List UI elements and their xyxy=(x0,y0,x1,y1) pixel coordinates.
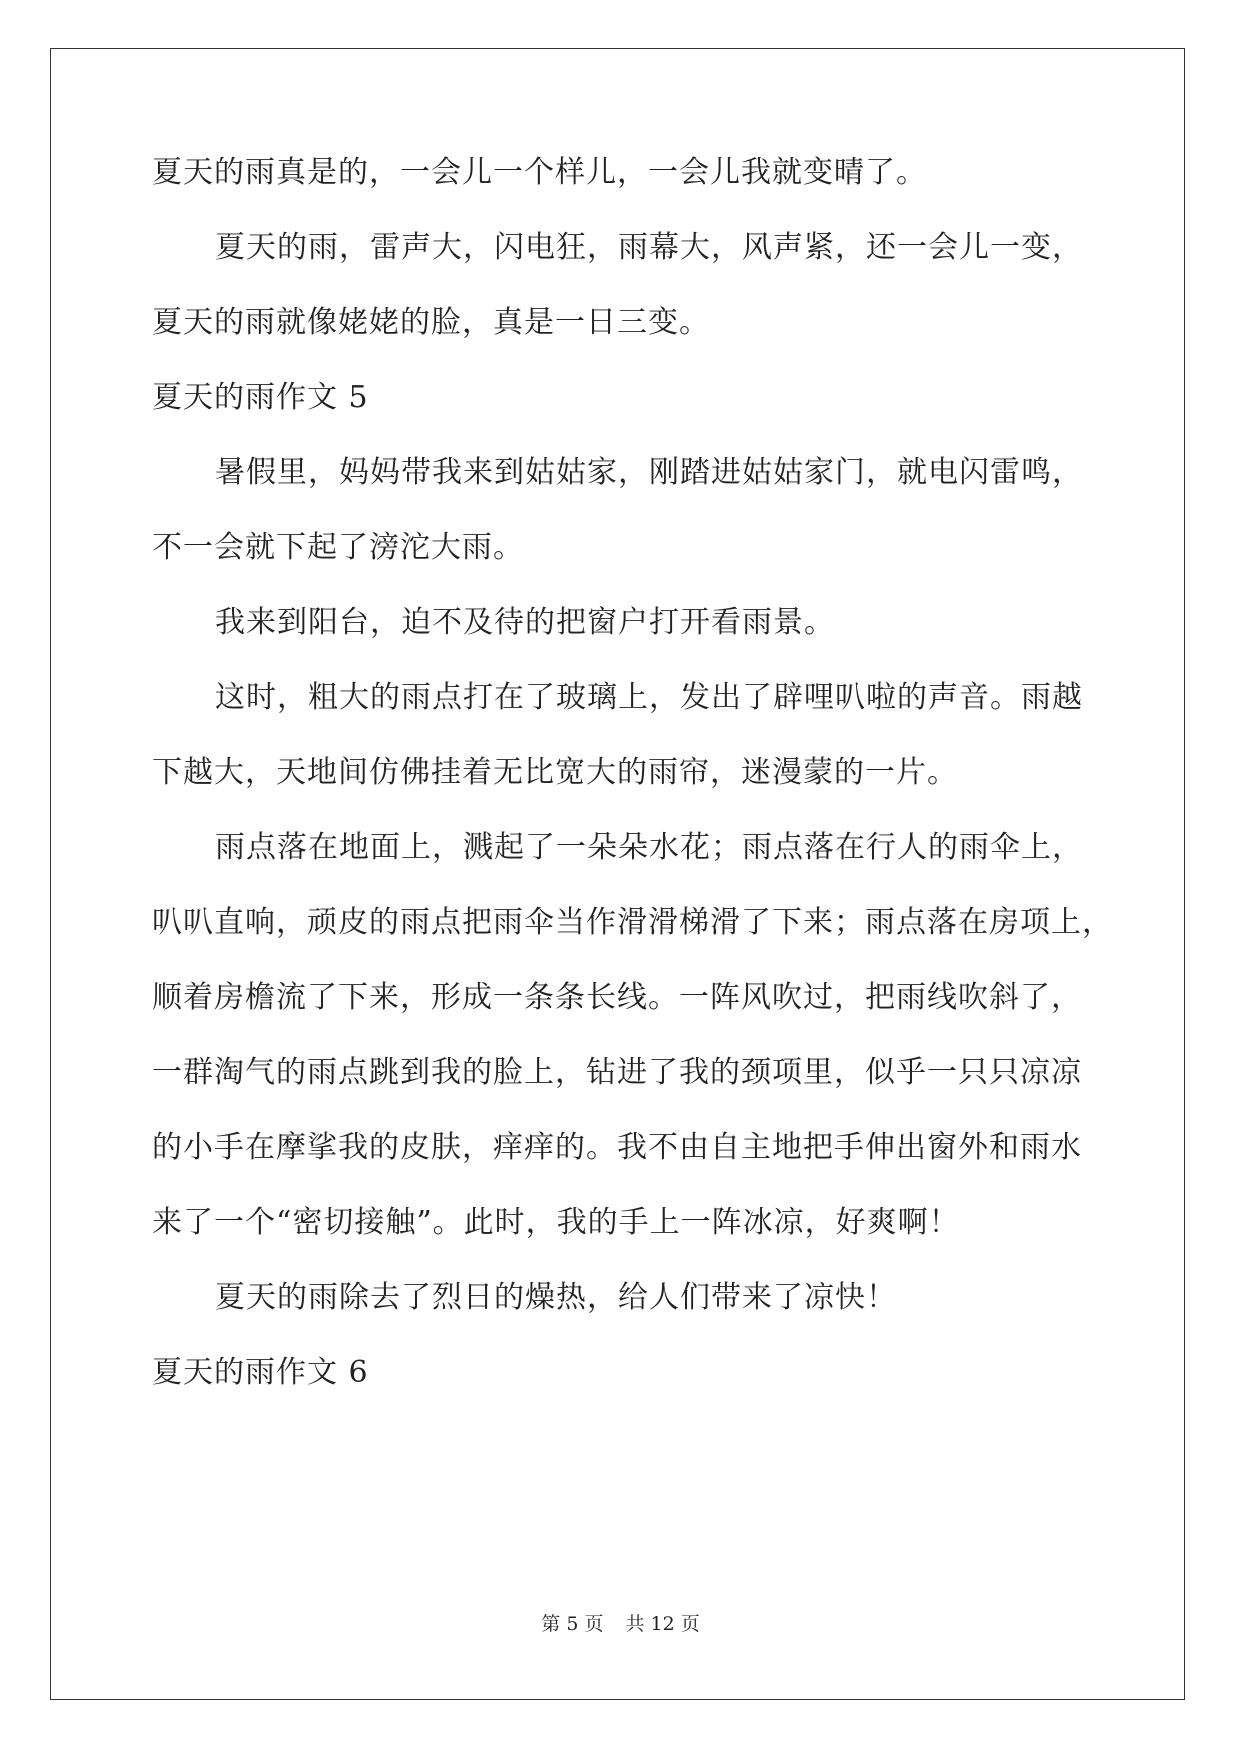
page-border xyxy=(50,48,1185,1700)
page-number: 第 5 页 xyxy=(541,1613,604,1635)
section-heading: 夏天的雨作文 6 xyxy=(152,1355,369,1390)
text-line: 雨点落在地面上，溅起了一朵朵水花；雨点落在行人的雨伞上， xyxy=(215,830,1083,865)
text-line: 来了一个“密切接触”。此时，我的手上一阵冰凉，好爽啊！ xyxy=(152,1205,960,1240)
text-line: 的小手在摩挲我的皮肤，痒痒的。我不由自主地把手伸出窗外和雨水 xyxy=(152,1130,1082,1165)
page-footer xyxy=(0,1612,1241,1636)
text-line: 夏天的雨真是的，一会儿一个样儿，一会儿我就变晴了。 xyxy=(152,155,927,190)
page-total: 共 12 页 xyxy=(625,1613,700,1635)
text-line: 夏天的雨除去了烈日的燥热，给人们带来了凉快！ xyxy=(215,1280,897,1315)
text-line: 这时，粗大的雨点打在了玻璃上，发出了辟哩叭啦的声音。雨越 xyxy=(215,680,1083,715)
text-line: 夏天的雨，雷声大，闪电狂，雨幕大，风声紧，还一会儿一变， xyxy=(215,230,1083,265)
text-line: 我来到阳台，迫不及待的把窗户打开看雨景。 xyxy=(215,605,835,640)
text-line: 不一会就下起了滂沱大雨。 xyxy=(152,530,524,565)
text-line: 一群淘气的雨点跳到我的脸上，钻进了我的颈项里，似乎一只只凉凉 xyxy=(152,1055,1082,1090)
text-line: 顺着房檐流了下来，形成一条条长线。一阵风吹过，把雨线吹斜了， xyxy=(152,980,1082,1015)
text-line: 叭叭直响，顽皮的雨点把雨伞当作滑滑梯滑了下来；雨点落在房项上， xyxy=(152,905,1113,940)
text-line: 暑假里，妈妈带我来到姑姑家，刚踏进姑姑家门，就电闪雷鸣， xyxy=(215,455,1083,490)
text-line: 夏天的雨就像姥姥的脸，真是一日三变。 xyxy=(152,305,710,340)
section-heading: 夏天的雨作文 5 xyxy=(152,380,369,415)
text-line: 下越大，天地间仿佛挂着无比宽大的雨帘，迷漫蒙的一片。 xyxy=(152,755,958,790)
